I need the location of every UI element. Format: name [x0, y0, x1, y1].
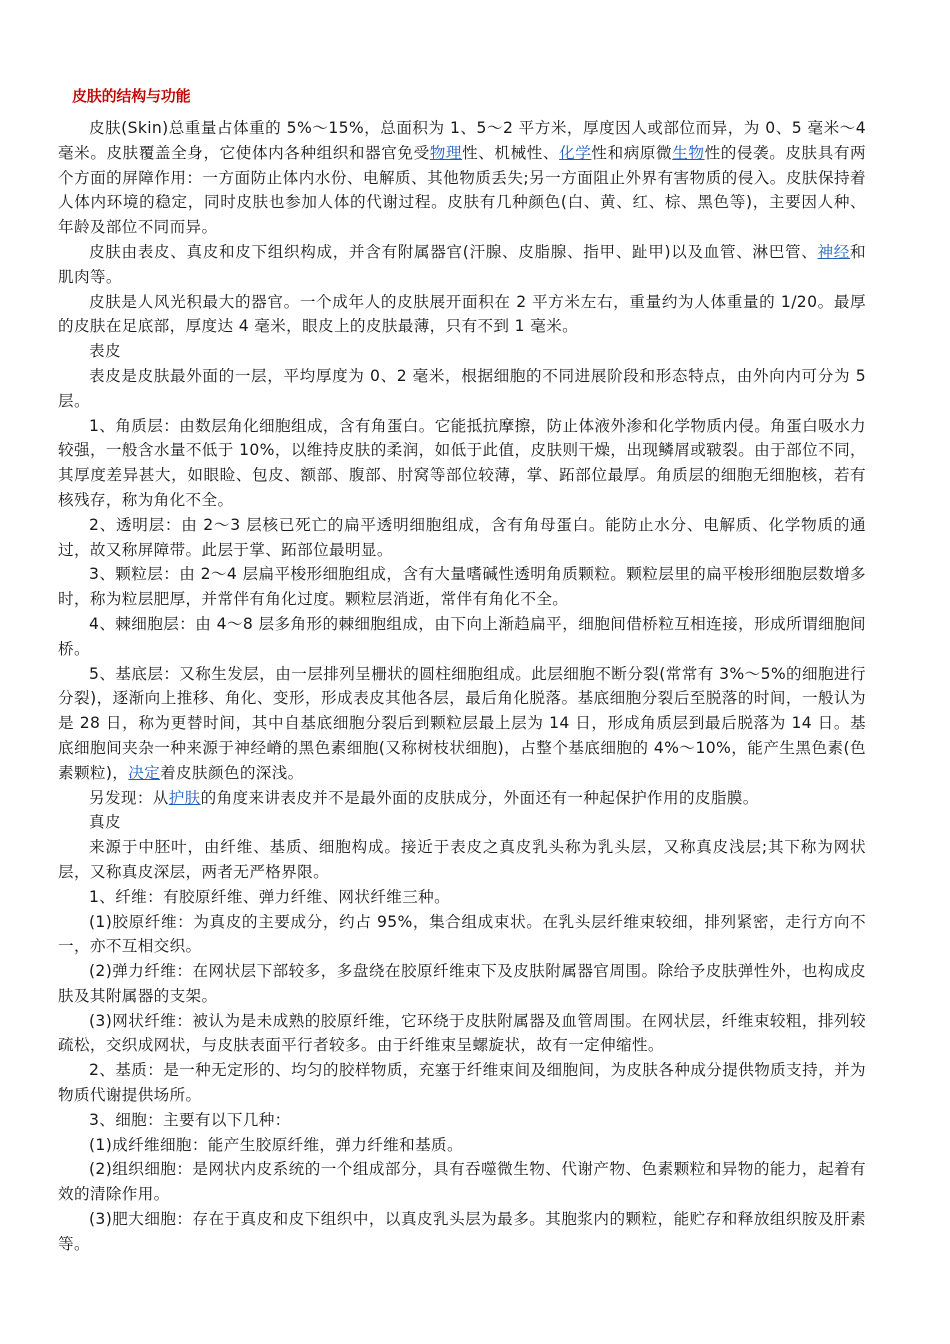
paragraph-stratum-granulosum: 3、颗粒层：由 2～4 层扁平梭形细胞组成，含有大量嗜碱性透明角质颗粒。颗粒层里的扁平梭形细胞层数增多时，称为粒层肥厚，并常伴有角化过度。颗粒层消逝，常伴有角化不全。: [58, 565, 866, 609]
link-biology[interactable]: 生物: [672, 143, 705, 162]
heading-epidermis: 表皮: [89, 342, 121, 361]
document-page: [58, 84, 866, 1257]
paragraph-stratum-spinosum: 4、棘细胞层：由 4～8 层多角形的棘细胞组成，由下向上渐趋扁平，细胞间借桥粒互相连接，形成所谓细胞间桥。: [58, 614, 866, 658]
paragraph-fibers: 1、纤维：有胶原纤维、弹力纤维、网状纤维三种。: [89, 887, 451, 906]
heading-dermis: 真皮: [89, 813, 121, 832]
paragraph-stratum-basale: 5、基底层：又称生发层，由一层排列呈栅状的圆柱细胞组成。此层细胞不断分裂(常常有 3%～5%的细胞进行分裂)，逐渐向上推移、角化、变形，形成表皮其他各层，最后角化脱落。基底细胞分裂后至脱落的时间，一般认为是 28 日，称为更替时间，其中自基底细胞分裂后到颗粒层最上层为 14 日，形成角质层到最后脱落为 14 日。基底细胞间夹杂一种来源于神经嵴的黑色素细胞(又称树枝状细胞)，占整个基底细胞的 4%～10%，能产生黑色素(色素颗粒)，决定着皮肤颜色的深浅。: [58, 664, 866, 782]
paragraph-dermis-intro: 来源于中胚叶，由纤维、基质、细胞构成。接近于表皮之真皮乳头称为乳头层，又称真皮浅层;其下称为网状层，又称真皮深层，两者无严格界限。: [58, 838, 866, 881]
paragraph-stratum-lucidum: 2、透明层：由 2～3 层核已死亡的扁平透明细胞组成，含有角母蛋白。能防止水分、电解质、化学物质的通过，故又称屏障带。此层于掌、跖部位最明显。: [58, 515, 866, 559]
paragraph-skin-overview: 皮肤(Skin)总重量占体重的 5%～15%，总面积为 1、5～2 平方米，厚度因人或部位而异，为 0、5 毫米～4 毫米。皮肤覆盖全身，它使体内各种组织和器官免受物理性、机械性、化学性和病原微生物性的侵袭。皮肤具有两个方面的屏障作用：一方面防止体内水份、电解质、其他物质丢失;另一方面阻止外界有害物质的侵入。皮肤保持着人体内环境的稳定，同时皮肤也参加人体的代谢过程。皮肤有几种颜色(白、黄、红、棕、黑色等)，主要因人种、年龄及部位不同而异。: [58, 119, 866, 237]
paragraph-skin-composition: 皮肤由表皮、真皮和皮下组织构成，并含有附属器官(汗腺、皮脂腺、指甲、趾甲)以及血管、淋巴管、神经和肌肉等。: [58, 242, 866, 286]
paragraph-mast-cell: (3)肥大细胞：存在于真皮和皮下组织中，以真皮乳头层为最多。其胞浆内的颗粒，能贮存和释放组织胺及肝素等。: [58, 1210, 866, 1253]
paragraph-stratum-corneum: 1、角质层：由数层角化细胞组成，含有角蛋白。它能抵抗摩擦，防止体液外渗和化学物质内侵。角蛋白吸水力较强，一般含水量不低于 10%，以维持皮肤的柔润，如低于此值，皮肤则干燥，出现鳞屑或皲裂。由于部位不同，其厚度差异甚大，如眼睑、包皮、额部、腹部、肘窝等部位较薄，掌、跖部位最厚。角质层的细胞无细胞核，若有核残存，称为角化不全。: [58, 416, 866, 509]
link-chemistry[interactable]: 化学: [559, 143, 592, 162]
link-physics[interactable]: 物理: [429, 143, 463, 162]
paragraph-elastic-fiber: (2)弹力纤维：在网状层下部较多，多盘绕在胶原纤维束下及皮肤附属器官周围。除给予皮肤弹性外，也构成皮肤及其附属器的支架。: [58, 962, 866, 1005]
paragraph-collagen-fiber: (1)胶原纤维：为真皮的主要成分，约占 95%，集合组成束状。在乳头层纤维束较细，排列紧密，走行方向不一，亦不互相交织。: [58, 912, 866, 956]
paragraph-sebum-film: 另发现：从护肤的角度来讲表皮并不是最外面的皮肤成分，外面还有一种起保护作用的皮脂膜。: [89, 788, 759, 807]
paragraph-fibroblast: (1)成纤维细胞：能产生胶原纤维，弹力纤维和基质。: [89, 1135, 463, 1154]
link-nerve[interactable]: 神经: [817, 242, 851, 261]
document-title: 皮肤的结构与功能: [72, 87, 191, 105]
paragraph-epidermis-intro: 表皮是皮肤最外面的一层，平均厚度为 0、2 毫米，根据细胞的不同进展阶段和形态特点，由外向内可分为 5 层。: [58, 366, 866, 410]
paragraph-cells: 3、细胞：主要有以下几种：: [89, 1110, 291, 1129]
paragraph-skin-area: 皮肤是人风光积最大的器官。一个成年人的皮肤展开面积在 2 平方米左右，重量约为人体重量的 1/20。最厚的皮肤在足底部，厚度达 4 毫米，眼皮上的皮肤最薄，只有不到 1 毫米。: [58, 292, 866, 336]
link-skincare[interactable]: 护肤: [168, 788, 201, 807]
paragraph-reticular-fiber: (3)网状纤维：被认为是未成熟的胶原纤维，它环绕于皮肤附属器及血管周围。在网状层，纤维束较粗，排列较疏松，交织成网状，与皮肤表面平行者较多。由于纤维束呈螺旋状，故有一定伸缩性。: [58, 1011, 866, 1055]
paragraph-histiocyte: (2)组织细胞：是网状内皮系统的一个组成部分，具有吞噬微生物、代谢产物、色素颗粒和异物的能力，起着有效的清除作用。: [58, 1160, 866, 1204]
link-determine[interactable]: 决定: [128, 763, 161, 782]
paragraph-ground-substance: 2、基质：是一种无定形的、均匀的胶样物质，充塞于纤维束间及细胞间，为皮肤各种成分提供物质支持，并为物质代谢提供场所。: [58, 1061, 866, 1105]
